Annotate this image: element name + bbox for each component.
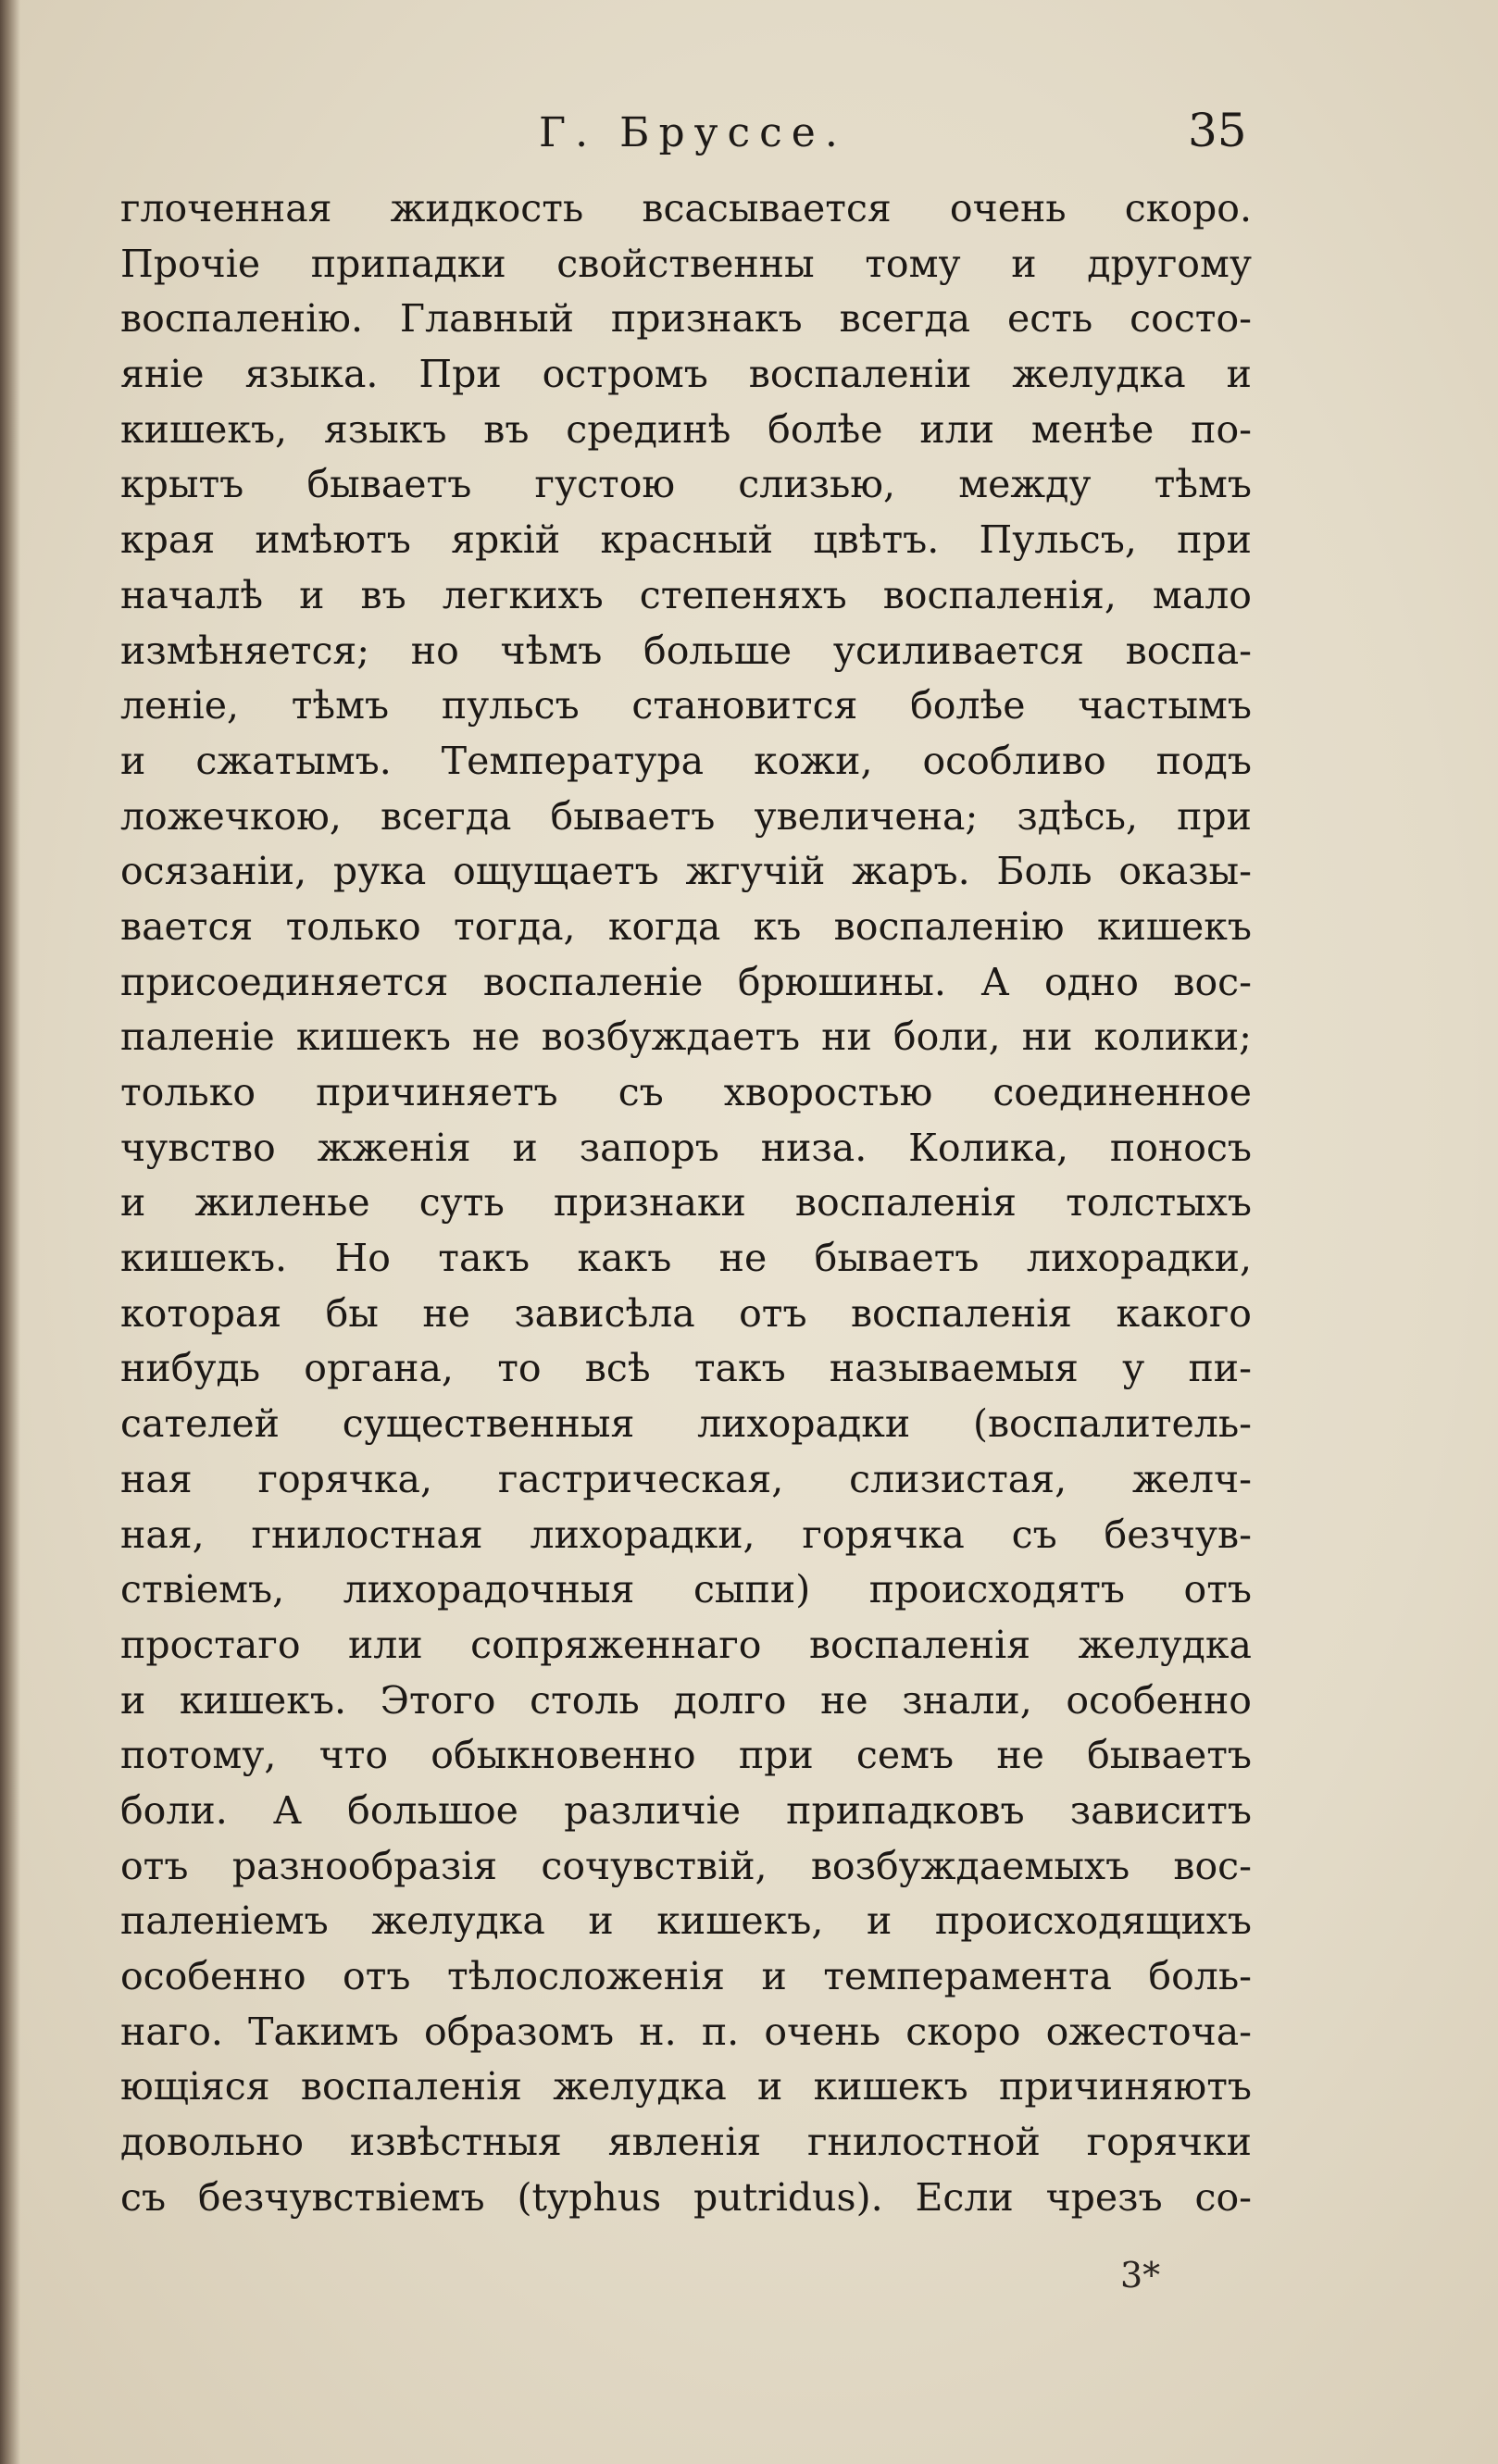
text-line: воспаленію. Главный признакъ всегда есть состо-: [120, 296, 1252, 342]
text-line: присоединяется воспаленіе брюшины. А одно вос-: [120, 959, 1252, 1004]
text-line: особенно отъ тѣлосложенія и темперамента боль-: [120, 1954, 1252, 1998]
text-line: нибудь органа, то всѣ такъ называемыя у пи-: [120, 1346, 1252, 1391]
text-line: леніе, тѣмъ пульсъ становится болѣе частымъ: [120, 683, 1252, 728]
text-line: Прочіе припадки свойственны тому и другому: [120, 241, 1252, 286]
text-line: отъ разнообразія сочувствій, возбуждаемыхъ вос-: [120, 1843, 1252, 1888]
text-line: крытъ бываетъ густою слизью, между тѣмъ: [120, 462, 1252, 507]
text-line: довольно извѣстныя явленія гнилостной горячки: [120, 2120, 1252, 2165]
text-line: ная, гнилостная лихорадки, горячка съ безчув-: [120, 1512, 1252, 1557]
text-line: ная горячка, гастрическая, слизистая, желч-: [120, 1456, 1252, 1501]
page-number: 35: [1188, 104, 1247, 157]
text-line: паленіемъ желудка и кишекъ, и происходящихъ: [120, 1898, 1252, 1944]
text-line: вается только тогда, когда къ воспаленію кишекъ: [120, 903, 1252, 949]
text-line: измѣняется; но чѣмъ больше усиливается воспа-: [120, 628, 1252, 673]
text-line: осязаніи, рука ощущаетъ жгучій жаръ. Боль оказы-: [120, 849, 1252, 894]
text-line: только причиняетъ съ хворостью соединенное: [120, 1070, 1252, 1114]
body-text: [120, 181, 1252, 2225]
text-line: съ безчувствіемъ (typhus putridus). Если чрезъ со-: [120, 2174, 1252, 2220]
text-line: ствіемъ, лихорадочныя сыпи) происходятъ отъ: [120, 1567, 1252, 1612]
page-binding-shadow: [0, 0, 20, 2464]
text-line: паленіе кишекъ не возбуждаетъ ни боли, ни колики;: [120, 1014, 1252, 1060]
text-line: потому, что обыкновенно при семъ не бываетъ: [120, 1733, 1252, 1778]
page-header: [0, 104, 1498, 174]
text-line: сателей существенныя лихорадки (воспалитель-: [120, 1401, 1252, 1447]
text-line: ющіяся воспаленія желудка и кишекъ причиняютъ: [120, 2064, 1252, 2109]
text-line: яніе языка. При остромъ воспаленіи желудка и: [120, 352, 1252, 397]
text-line: чувство жженія и запоръ низа. Колика, поносъ: [120, 1125, 1252, 1170]
text-line: началѣ и въ легкихъ степеняхъ воспаленія, мало: [120, 572, 1252, 617]
running-head: Г. Бруссе.: [539, 109, 847, 156]
signature-mark: 3*: [1120, 2255, 1161, 2296]
text-line: и кишекъ. Этого столь долго не знали, особенно: [120, 1677, 1252, 1723]
text-line: которая бы не зависѣла отъ воспаленія какого: [120, 1290, 1252, 1336]
text-line: глоченная жидкость всасывается очень скоро.: [120, 186, 1252, 230]
text-line: и жиленье суть признаки воспаленія толстыхъ: [120, 1180, 1252, 1226]
text-line: края имѣютъ яркій красный цвѣтъ. Пульсъ, при: [120, 517, 1252, 563]
text-line: ложечкою, всегда бываетъ увеличена; здѣсь, при: [120, 793, 1252, 839]
text-line: кишекъ. Но такъ какъ не бываетъ лихорадки,: [120, 1236, 1252, 1281]
text-line: боли. А большое различіе припадковъ зависитъ: [120, 1787, 1252, 1833]
text-line: наго. Такимъ образомъ н. п. очень скоро ожесточа-: [120, 2009, 1252, 2054]
text-line: и сжатымъ. Температура кожи, особливо подъ: [120, 738, 1252, 783]
text-line: кишекъ, языкъ въ срединѣ болѣе или менѣе по-: [120, 406, 1252, 452]
text-line: простаго или сопряженнаго воспаленія желудка: [120, 1622, 1252, 1667]
